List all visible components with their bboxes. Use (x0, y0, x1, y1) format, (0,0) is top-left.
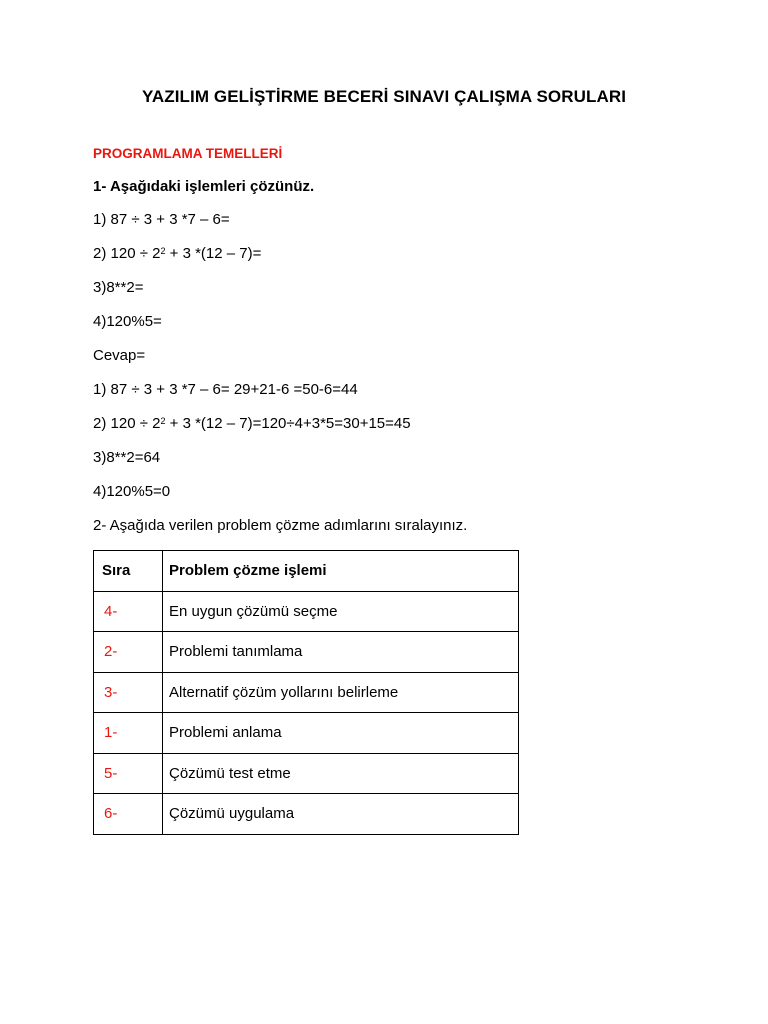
row-step: Problemi tanımlama (163, 632, 519, 673)
row-order: 1- (94, 713, 163, 754)
question-1-item-4: 4)120%5= (93, 313, 162, 330)
answer-1: 1) 87 ÷ 3 + 3 *7 – 6= 29+21-6 =50-6=44 (93, 381, 358, 398)
question-1-heading: 1- Aşağıdaki işlemleri çözünüz. (93, 178, 315, 195)
table-row (94, 632, 519, 673)
header-step: Problem çözme işlemi (163, 551, 519, 592)
row-order: 2- (94, 632, 163, 673)
question-1-item-2 (93, 245, 261, 263)
answer-4: 4)120%5=0 (93, 483, 171, 500)
section-heading: PROGRAMLAMA TEMELLERİ (93, 146, 283, 161)
answer-3: 3)8**2=64 (93, 449, 161, 466)
table-row (94, 713, 519, 754)
answer-label: Cevap= (93, 347, 146, 364)
page-title: YAZILIM GELİŞTİRME BECERİ SINAVI ÇALIŞMA SORULARI (141, 87, 627, 106)
question-2-heading: 2- Aşağıda verilen problem çözme adımlarını sıralayınız. (93, 517, 468, 534)
question-1-item-1: 1) 87 ÷ 3 + 3 *7 – 6= (93, 211, 230, 228)
answer-2-exponent: 2 (160, 416, 166, 426)
table-row (94, 591, 519, 632)
row-order: 4- (94, 591, 163, 632)
answer-2 (93, 415, 411, 433)
table-header-row (94, 551, 519, 592)
row-step: Alternatif çözüm yollarını belirleme (163, 672, 519, 713)
item-2-base: 2) 120 ÷ 2 (93, 245, 161, 262)
row-order: 5- (94, 753, 163, 794)
item-2-rest: + 3 *(12 – 7)= (165, 245, 262, 262)
table-row (94, 672, 519, 713)
answer-2-base: 2) 120 ÷ 2 (93, 415, 161, 432)
row-step: Problemi anlama (163, 713, 519, 754)
answer-2-rest: + 3 *(12 – 7)=120÷4+3*5=30+15=45 (165, 415, 411, 432)
row-step: Çözümü test etme (163, 753, 519, 794)
header-order: Sıra (94, 551, 163, 592)
row-order: 6- (94, 794, 163, 835)
row-step: En uygun çözümü seçme (163, 591, 519, 632)
row-order: 3- (94, 672, 163, 713)
item-2-exponent: 2 (160, 246, 166, 256)
row-step: Çözümü uygulama (163, 794, 519, 835)
question-1-item-3: 3)8**2= (93, 279, 144, 296)
table-row (94, 794, 519, 835)
table-row (94, 753, 519, 794)
problem-solving-steps-table (93, 550, 519, 835)
